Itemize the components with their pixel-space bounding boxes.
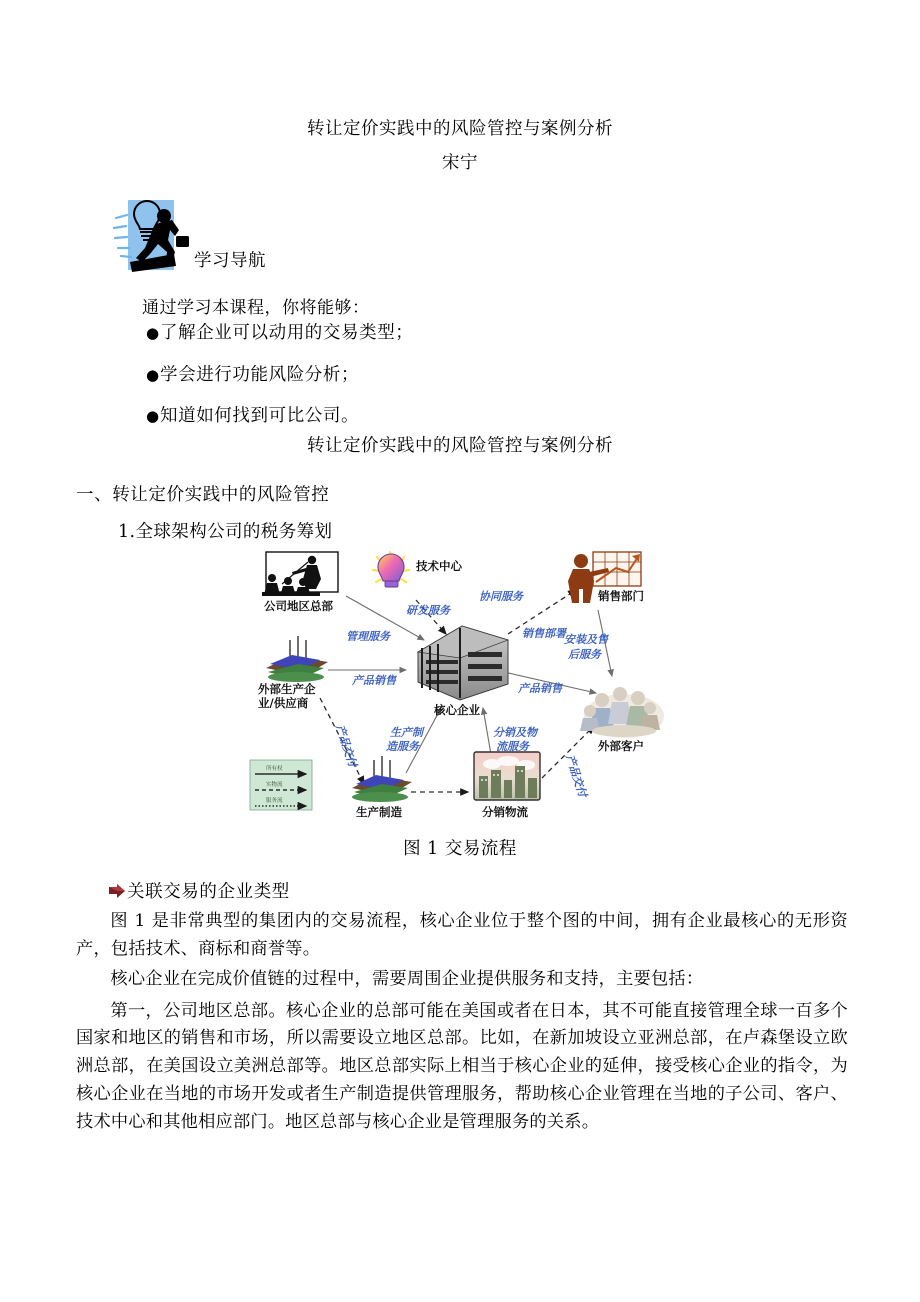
node-core-icon	[418, 626, 508, 700]
edge-label-install-after-line1: 安装及售	[564, 633, 608, 646]
legend-label-1: 实物流	[266, 782, 283, 788]
edge-label-mfg-service-line2: 造服务	[386, 740, 419, 753]
edge-label-product-sale-right: 产品销售	[518, 682, 562, 695]
node-tech-icon	[373, 552, 409, 587]
edge-label-mfg-service-line1: 生产制	[390, 726, 423, 739]
learning-navigation-header	[112, 192, 852, 278]
legend-label-0: 所有权	[266, 766, 283, 772]
edge-label-dist-service-line1: 分销及物	[493, 726, 537, 739]
icon-artwork	[112, 192, 204, 278]
list-item-label: 知道如何找到可比公司。	[160, 406, 360, 426]
body-text	[76, 908, 848, 1141]
node-label-hq: 公司地区总部	[264, 599, 333, 613]
node-label-sales: 销售部门	[598, 589, 644, 603]
bullet-dot: ●	[146, 365, 160, 384]
edge-label-rd-service: 研发服务	[406, 604, 450, 617]
arrow-heading-label: 关联交易的企业类型	[127, 882, 290, 902]
list-item-label: 学会进行功能风险分析；	[160, 364, 360, 385]
edge-label-product-sale-left: 产品销售	[352, 674, 396, 687]
bullet-dot: ●	[146, 407, 160, 425]
heading-level-1: 一、转让定价实践中的风险管控	[76, 485, 330, 505]
bullet-dot: ●	[146, 324, 160, 342]
list-item	[146, 364, 786, 385]
node-label-customer: 外部客户	[598, 739, 644, 753]
learning-navigation-block	[112, 192, 852, 278]
node-label-logistics: 分销物流	[482, 805, 528, 819]
running-businessman-lightbulb-icon	[112, 192, 204, 278]
node-supplier-icon	[266, 636, 328, 682]
node-label-supplier-line2: 业/供应商	[258, 696, 309, 710]
edge-label-product-delivery-right: 产品交付	[563, 752, 590, 799]
node-label-core: 核心企业	[434, 703, 480, 717]
edge-label-dist-service-line2: 流服务	[496, 740, 529, 753]
section-subtitle: 转让定价实践中的风险管控与案例分析	[307, 436, 613, 456]
edge-label-sales-deploy: 销售部署	[522, 627, 566, 640]
diagram-legend	[250, 760, 312, 810]
learning-objectives-list	[146, 325, 786, 450]
learning-objectives-intro: 通过学习本课程，你将能够：	[142, 298, 370, 318]
paragraph: 第一，公司地区总部。核心企业的总部可能在美国或者在日本，其不可能直接管理全球一百多个国家和地区的销售和市场，所以需要设立地区总部。比如，在新加坡设立亚洲总部，在卢森堡设立欧洲总部，在美国设立美洲总部等。地区总部实际上相当于核心企业的延伸，接受核心企业的指令，为核心企业在当地的市场开发或者生产制造提供管理服务，帮助核心企业管理在当地的子公司、客户、技术中心和其他相应部门。地区总部与核心企业是管理服务的关系。	[76, 1000, 848, 1133]
list-item	[146, 408, 786, 426]
author-name: 宋宁	[442, 153, 478, 173]
legend-label-2: 服务流	[266, 798, 283, 804]
node-logistics-icon	[474, 752, 540, 800]
edge-label-product-delivery-left: 产品交付	[333, 722, 360, 769]
node-hq-icon	[262, 552, 338, 596]
right-arrow-icon	[108, 883, 126, 899]
arrow-heading	[108, 878, 290, 903]
figure-caption: 图 1 交易流程	[403, 839, 517, 859]
node-label-manufacturing: 生产制造	[356, 805, 402, 819]
paragraph: 核心企业在完成价值链的过程中，需要周围企业提供服务和支持，主要包括：	[110, 968, 704, 989]
edge-label-mgmt-service: 管理服务	[346, 630, 390, 643]
node-customer-icon	[580, 687, 664, 738]
learning-navigation-title: 学习导航	[194, 251, 266, 271]
page-title: 转让定价实践中的风险管控与案例分析	[307, 119, 613, 139]
transaction-flow-diagram	[246, 548, 674, 833]
edge-label-install-after-line2: 后服务	[568, 648, 601, 661]
node-label-supplier-line1: 外部生产企	[258, 682, 316, 696]
paragraph: 图 1 是非常典型的集团内的交易流程，核心企业位于整个图的中间，拥有企业最核心的无形资产，包括技术、商标和商誉等。	[76, 911, 848, 959]
edge-label-coop-service: 协同服务	[479, 590, 523, 603]
list-item	[146, 325, 786, 343]
list-item-label: 了解企业可以动用的交易类型；	[160, 323, 414, 343]
heading-level-2: 1.全球架构公司的税务筹划	[118, 522, 333, 542]
node-label-tech: 技术中心	[416, 559, 462, 573]
